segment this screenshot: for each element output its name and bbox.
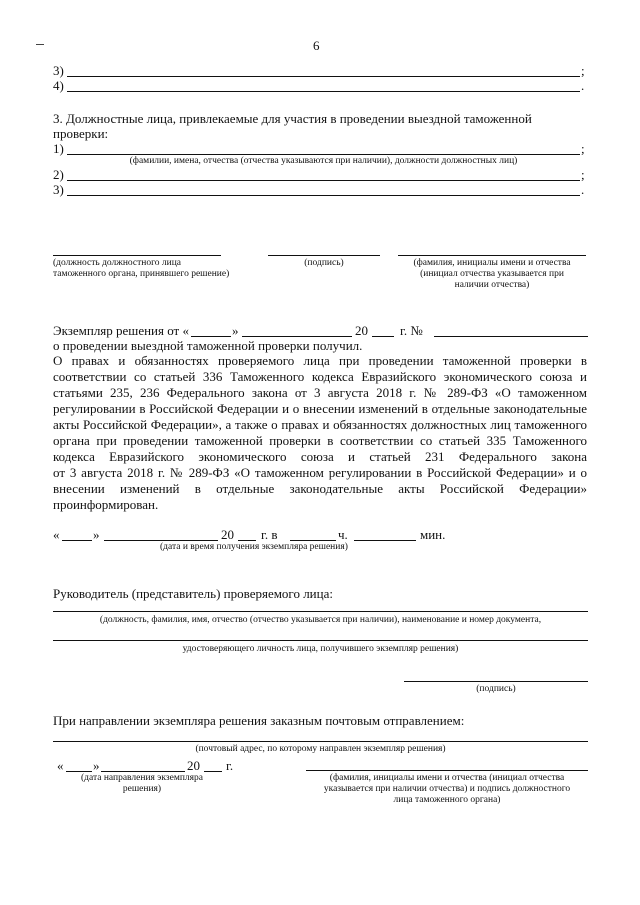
fill-line xyxy=(53,741,588,742)
fill-line xyxy=(67,76,580,77)
fill-line xyxy=(306,770,588,771)
fill-line xyxy=(53,611,588,612)
quote-close: » xyxy=(232,323,239,338)
section-heading: 3. Должностные лица, привлекаемые для участия в проведении выездной таможенной xyxy=(53,111,532,126)
address-caption: (почтовый адрес, по которому направлен экземпляр решения) xyxy=(195,744,446,754)
list-item-number: 2) xyxy=(53,167,64,182)
list-item-number: 1) xyxy=(53,141,64,156)
field-caption: (фамилии, имена, отчества (отчества указываются при наличии), должности должностных лиц) xyxy=(129,156,518,166)
scan-mark xyxy=(36,44,44,45)
official-caption: лица таможенного органа) xyxy=(393,795,501,805)
fill-line xyxy=(290,540,336,541)
name-caption: (фамилия, инициалы имени и отчества xyxy=(413,258,571,268)
date-caption: решения) xyxy=(122,784,162,794)
datetime-caption: (дата и время получения экземпляра решения) xyxy=(160,542,348,552)
signature-line xyxy=(404,681,588,682)
rights-line: от 3 августа 2018 г. № 289-ФЗ «О таможенном регулировании в Российской Федерации» и о xyxy=(53,465,587,480)
rights-line: статьями 235, 236 Федерального закона от 3 августа 2018 г. № 289-ФЗ «О таможенном xyxy=(53,385,587,400)
rights-line: акты Российской Федерации», а также о правах и обязанностях должностных лиц таможенного xyxy=(53,417,587,432)
year-prefix: 20 xyxy=(355,323,368,338)
rights-line: органа при проведении таможенной проверки в соответствии со статьей 335 Таможенного xyxy=(53,433,587,448)
name-caption: (инициал отчества указывается при xyxy=(420,269,564,279)
head-block-title: Руководитель (представитель) проверяемого лица: xyxy=(53,586,333,601)
minutes-label: мин. xyxy=(420,527,446,542)
fill-line xyxy=(434,336,588,337)
mail-block-title: При направлении экземпляра решения заказным почтовым отправлением: xyxy=(53,713,465,728)
quote-open: « xyxy=(53,527,60,542)
signature-caption: (подпись) xyxy=(304,258,344,268)
name-caption: наличии отчества) xyxy=(454,280,530,290)
position-line xyxy=(53,255,221,256)
quote-close: » xyxy=(93,527,100,542)
rights-line: О правах и обязанностях проверяемого лица при проведении таможенной проверки в xyxy=(53,353,587,368)
fill-line xyxy=(67,91,580,92)
list-item-end: ; xyxy=(581,167,585,182)
signature-line xyxy=(268,255,380,256)
rights-line: внесении изменений в отдельные законодательные акты Российской Федерации» xyxy=(53,481,587,496)
fill-line xyxy=(191,336,231,337)
fill-line xyxy=(354,540,416,541)
fill-line xyxy=(372,336,394,337)
date-caption: (дата направления экземпляра xyxy=(81,773,203,783)
list-item-number: 3) xyxy=(53,182,64,197)
fill-line xyxy=(66,771,92,772)
name-line xyxy=(398,255,586,256)
year-prefix: 20 xyxy=(221,527,234,542)
rights-line: регулировании в Российской Федерации и о внесении изменений в отдельные законодательные xyxy=(53,401,587,416)
head-caption: (должность, фамилия, имя, отчество (отчество указывается при наличии), наименование и номер документа, xyxy=(99,615,542,625)
list-item-end: . xyxy=(581,78,585,93)
fill-line xyxy=(67,195,580,196)
official-caption: (фамилия, инициалы имени и отчества (инициал отчества xyxy=(329,773,565,783)
quote-close: » xyxy=(93,758,100,773)
official-caption: указывается при наличии отчества) и подпись должностного xyxy=(323,784,571,794)
fill-line xyxy=(62,540,92,541)
received-line: о проведении выездной таможенной проверки получил. xyxy=(53,338,363,353)
year-suffix: г. xyxy=(226,758,234,773)
quote-open: « xyxy=(57,758,64,773)
fill-line xyxy=(101,771,185,772)
fill-line xyxy=(238,540,256,541)
list-item-number: 3) xyxy=(53,63,64,78)
g-v: г. в xyxy=(261,527,278,542)
rights-line: кодекса Евразийского экономического союза и статьей 231 Федерального закона xyxy=(53,449,587,464)
fill-line xyxy=(67,154,580,155)
position-caption: таможенного органа, принявшего решение) xyxy=(53,269,230,279)
fill-line xyxy=(104,540,218,541)
list-item-end: ; xyxy=(581,141,585,156)
fill-line xyxy=(53,640,588,641)
head-caption: удостоверяющего личность лица, получившего экземпляр решения) xyxy=(182,644,459,654)
rights-line: соответствии со статьей 336 Таможенного кодекса Евразийского экономического союза и xyxy=(53,369,587,384)
page-number: 6 xyxy=(313,38,320,53)
informed-line: проинформирован. xyxy=(53,497,159,512)
section-heading-cont: проверки: xyxy=(53,126,109,141)
list-item-number: 4) xyxy=(53,78,64,93)
year-prefix: 20 xyxy=(187,758,200,773)
fill-line xyxy=(67,180,580,181)
position-caption: (должность должностного лица xyxy=(53,258,182,268)
signature-caption: (подпись) xyxy=(476,684,516,694)
hours-label: ч. xyxy=(338,527,348,542)
fill-line xyxy=(242,336,352,337)
list-item-end: ; xyxy=(581,63,585,78)
year-suffix-number: г. № xyxy=(400,323,423,338)
fill-line xyxy=(204,771,222,772)
list-item-end: . xyxy=(581,182,585,197)
receipt-copy-from: Экземпляр решения от « xyxy=(53,323,189,338)
